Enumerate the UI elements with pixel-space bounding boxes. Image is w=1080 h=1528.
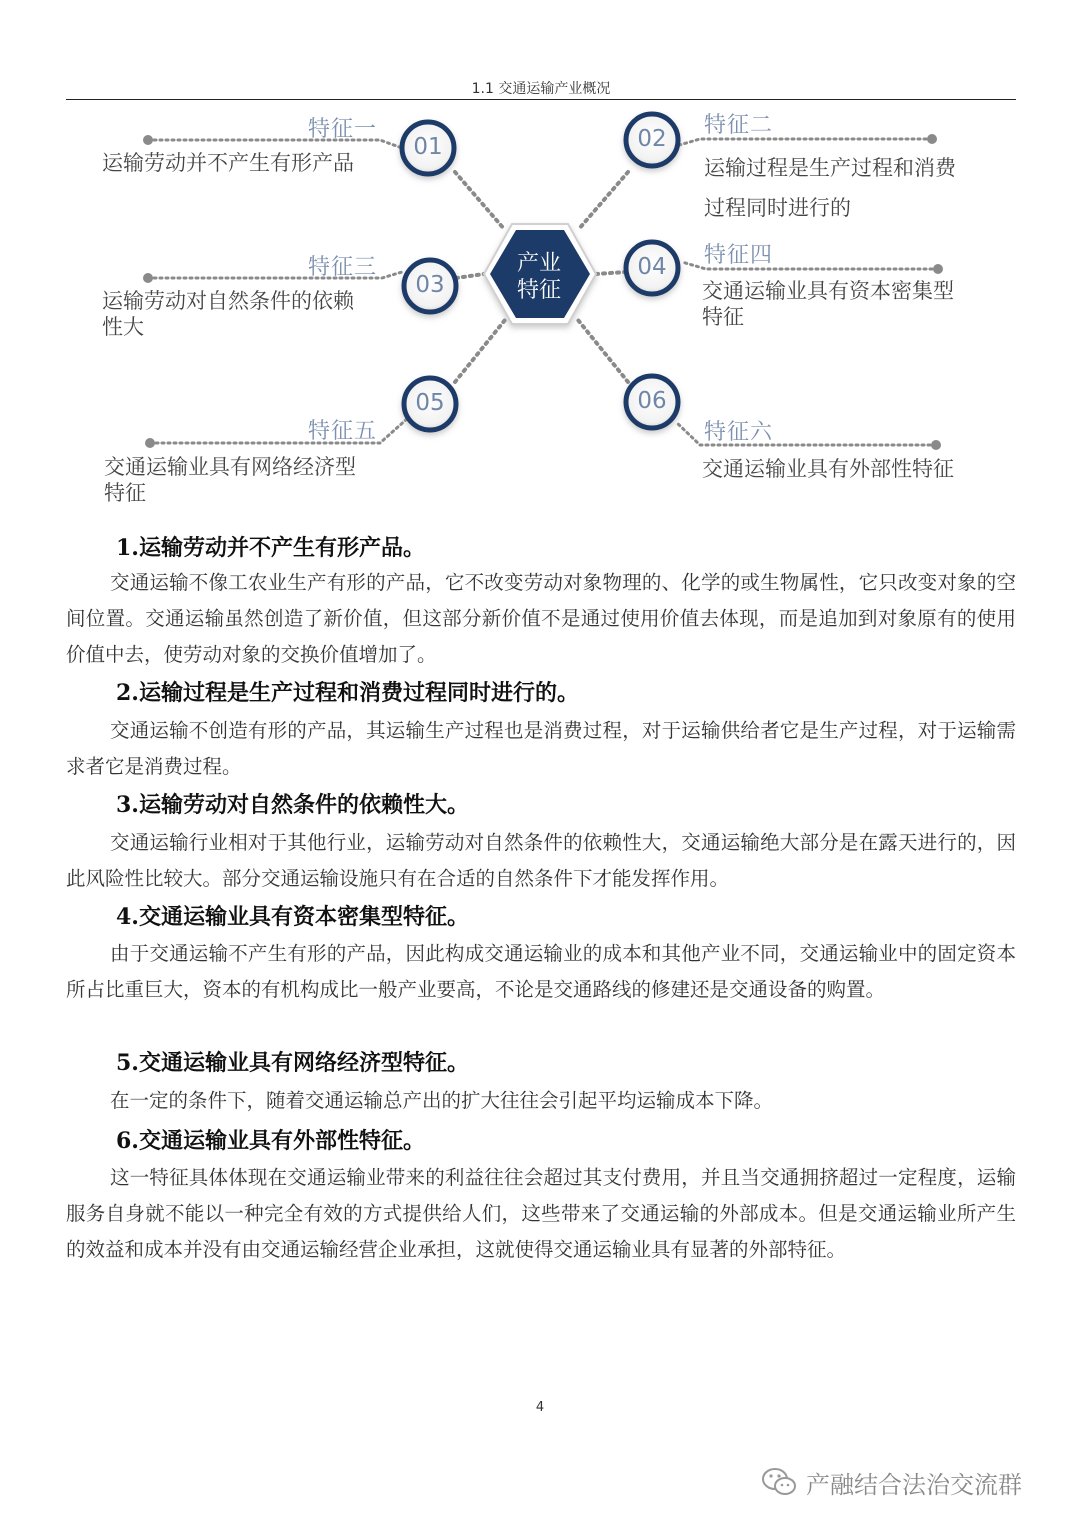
section-paragraph-5: 在一定的条件下，随着交通运输总产出的扩大往往会引起平均运输成本下降。: [110, 1089, 774, 1112]
section-heading-4: 4.交通运输业具有资本密集型特征。: [116, 904, 469, 930]
section-heading-3: 3.运输劳动对自然条件的依赖性大。: [116, 792, 469, 818]
feature-desc-05: 交通运输业具有网络经济型 特征: [104, 455, 356, 505]
feature-title-05: 特征五: [308, 419, 378, 444]
feature-desc-06: 交通运输业具有外部性特征: [702, 457, 954, 481]
node-number-02: 02: [637, 126, 667, 152]
section-heading-2: 2.运输过程是生产过程和消费过程同时进行的。: [116, 680, 579, 706]
section-heading-6: 6.交通运输业具有外部性特征。: [116, 1128, 425, 1154]
section-paragraph-1: 交通运输不像工农业生产有形的产品，它不改变劳动对象物理的、化学的或生物属性，它只改变对象的空间位置。交通运输虽然创造了新价值，但这部分新价值不是通过使用价值去体现，而是追加到对象原有的使用价值中去，使劳动对象的交换价值增加了。: [66, 571, 1016, 666]
node-number-06: 06: [637, 388, 667, 414]
node-number-04: 04: [637, 254, 667, 280]
feature-title-01: 特征一: [308, 117, 378, 142]
feature-desc-04: 交通运输业具有资本密集型 特征: [702, 279, 954, 329]
feature-desc-03: 运输劳动对自然条件的依赖 性大: [102, 289, 354, 339]
feature-title-03: 特征三: [308, 255, 378, 280]
watermark-text: 产融结合法治交流群: [806, 1470, 1022, 1499]
section-paragraph-2: 交通运输不创造有形的产品，其运输生产过程也是消费过程，对于运输供给者它是生产过程，对于运输需求者它是消费过程。: [66, 719, 1016, 778]
section-paragraph-4: 由于交通运输不产生有形的产品，因此构成交通运输业的成本和其他产业不同，交通运输业中的固定资本所占比重巨大，资本的有机构成比一般产业要高，不论是交通路线的修建还是交通设备的购置。: [66, 942, 1016, 1001]
feature-title-06: 特征六: [704, 420, 774, 445]
node-number-01: 01: [413, 134, 443, 160]
section-heading-5: 5.交通运输业具有网络经济型特征。: [116, 1050, 469, 1076]
feature-desc-01: 运输劳动并不产生有形产品: [102, 151, 354, 175]
connector-03: [456, 274, 484, 278]
running-header: 1.1 交通运输产业概况: [471, 81, 611, 97]
feature-diagram: [0, 100, 1080, 520]
section-paragraph-3: 交通运输行业相对于其他行业，运输劳动对自然条件的依赖性大，交通运输绝大部分是在露天进行的，因此风险性比较大。部分交通运输设施只有在合适的自然条件下才能发挥作用。: [66, 831, 1016, 890]
watermark: [760, 1462, 1022, 1502]
connector-02: [578, 172, 628, 230]
page-number: 4: [535, 1400, 545, 1415]
feature-title-04: 特征四: [704, 243, 774, 268]
node-number-05: 05: [415, 390, 445, 416]
wechat-icon: [760, 1465, 798, 1499]
leader-02: [676, 139, 932, 146]
feature-title-02: 特征二: [704, 113, 774, 138]
node-number-03: 03: [415, 272, 445, 298]
connector-01: [455, 172, 505, 230]
connector-06: [578, 320, 628, 382]
connector-05: [455, 320, 505, 382]
center-label: 产业 特征: [516, 251, 561, 303]
section-paragraph-6: 这一特征具体体现在交通运输业带来的利益往往会超过其支付费用，并且当交通拥挤超过一定程度，运输服务自身就不能以一种完全有效的方式提供给人们，这些带来了交通运输的外部成本。但是交通运输业所产生的效益和成本并没有由交通运输经营企业承担，这就使得交通运输业具有显著的外部特征。: [66, 1166, 1016, 1261]
section-heading-1: 1.运输劳动并不产生有形产品。: [116, 535, 425, 561]
feature-desc-02: 运输过程是生产过程和消费 过程同时进行的: [704, 156, 956, 220]
connector-04: [596, 272, 626, 274]
